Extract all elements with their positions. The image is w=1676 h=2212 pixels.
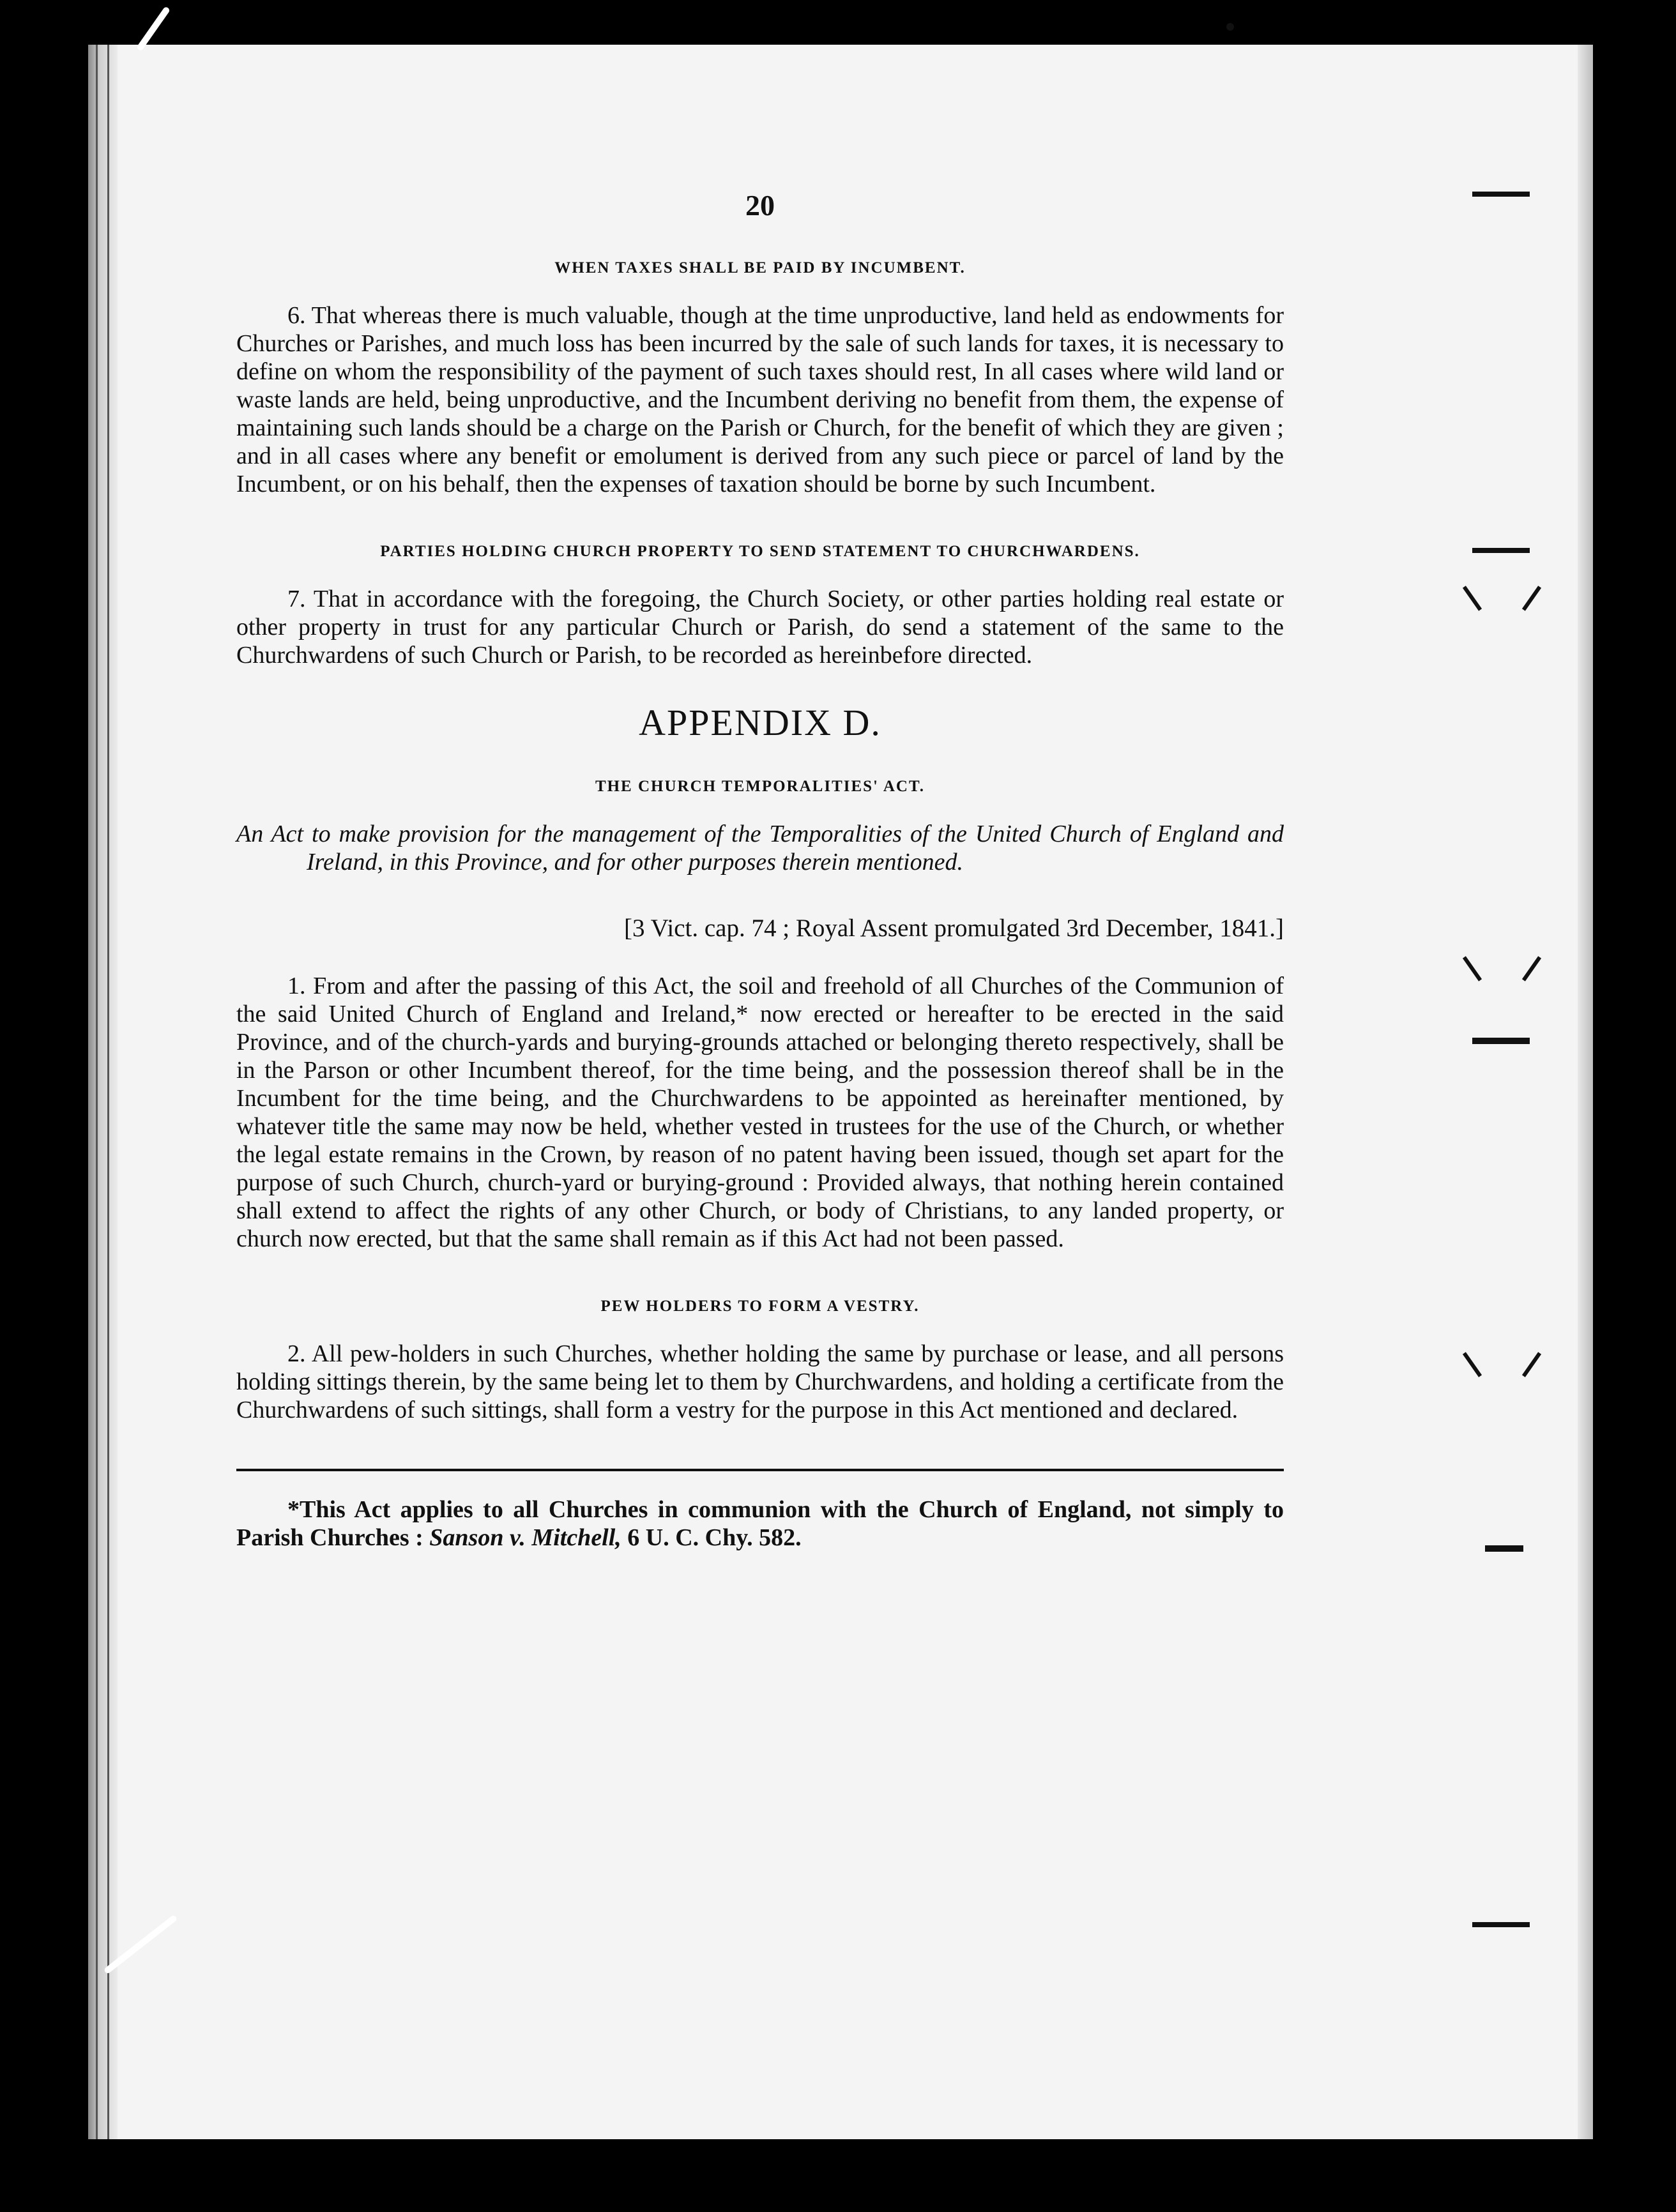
footnote-rule [236,1469,1284,1471]
appendix-title: APPENDIX D. [639,702,881,743]
spine-line [96,45,98,2139]
act-title: An Act to make provision for the management of the Temporalities of the United Church of England and Ireland, in this Province, and for other purposes therein mentioned. [236,821,1284,875]
footnote-case: Sanson v. Mitchell, [429,1524,621,1551]
section-heading: WHEN TAXES SHALL BE PAID BY INCUMBENT. [554,259,966,276]
section-paragraph: 1. From and after the passing of this Act, the soil and freehold of all Churches of the Communion of the said United Church of England and Ireland,* now erected or hereafter to be erected in the said Province, and of the church-yards and burying-grounds attached or belonging thereto respectively, shall be in the Parson or other Incumbent thereof, for the time being, and the possession thereof shall be in the Incumbent for the time being, and the Churchwardens to be appointed as hereinafter mentioned, by whatever title the same may now be held, whether vested in trustees for the use of the Church, or whether the legal estate remains in the Crown, by reason of no patent having been issued, though set apart for the purpose of such Church, church-yard or burying-ground : Provided always, that nothing herein contained shall extend to affect the rights of any other Church, or body of Christians, to any landed property, or church now erected, but that the same shall remain as if this Act had not been passed. [236,973,1284,1252]
footnote-text: *This Act applies to all Churches in communion with the Church of England, not simply to Parish Churches : [236,1496,1284,1551]
section-paragraph: 2. All pew-holders in such Churches, whether holding the same by purchase or lease, and all persons holding sittings therein, by the same being let to them by Churchwardens, and holding a certificate from the Churchwardens of such sittings, shall form a vestry for the purpose in this Act mentioned and declared. [236,1340,1284,1423]
appendix-subtitle: THE CHURCH TEMPORALITIES' ACT. [595,778,926,795]
act-citation: [3 Vict. cap. 74 ; Royal Assent promulgated 3rd December, 1841.] [624,914,1284,942]
spine-line [107,45,109,2139]
section-heading: PEW HOLDERS TO FORM A VESTRY. [600,1298,920,1315]
registration-mark [1472,192,1530,197]
section-paragraph: 7. That in accordance with the foregoing, the Church Society, or other parties holding real estate or other property in trust for any particular Church or Parish, do send a statement of the same to the Churchwardens of such Church or Parish, to be recorded as hereinbefore directed. [236,586,1284,669]
text-column [236,189,1284,1576]
registration-mark [1472,1038,1530,1044]
page-number: 20 [745,189,775,222]
registration-mark [1485,1545,1523,1552]
registration-mark [1472,548,1530,553]
footnote-reference: 6 U. C. Chy. 582. [621,1524,802,1551]
page-edge [1578,45,1593,2139]
footnote [236,1496,1284,1552]
scan-dot [1226,23,1234,31]
section-heading: PARTIES HOLDING CHURCH PROPERTY TO SEND STATEMENT TO CHURCHWARDENS. [380,543,1140,560]
page-spine [88,45,118,2139]
section-paragraph: 6. That whereas there is much valuable, though at the time unproductive, land held as endowments for Churches or Parishes, and much loss has been incurred by the sale of such lands for taxes, it is necessary to define on whom the responsibility of the payment of such taxes should rest, In all cases where wild land or waste lands are held, being unproductive, and the Incumbent deriving no benefit from them, the expense of maintaining such lands should be a charge on the Parish or Church, for the benefit of which they are given ; and in all cases where any benefit or emolument is derived from any such piece or parcel of land by the Incumbent, or on his behalf, then the expenses of taxation should be borne by such Incumbent. [236,302,1284,497]
registration-mark [1472,1922,1530,1927]
